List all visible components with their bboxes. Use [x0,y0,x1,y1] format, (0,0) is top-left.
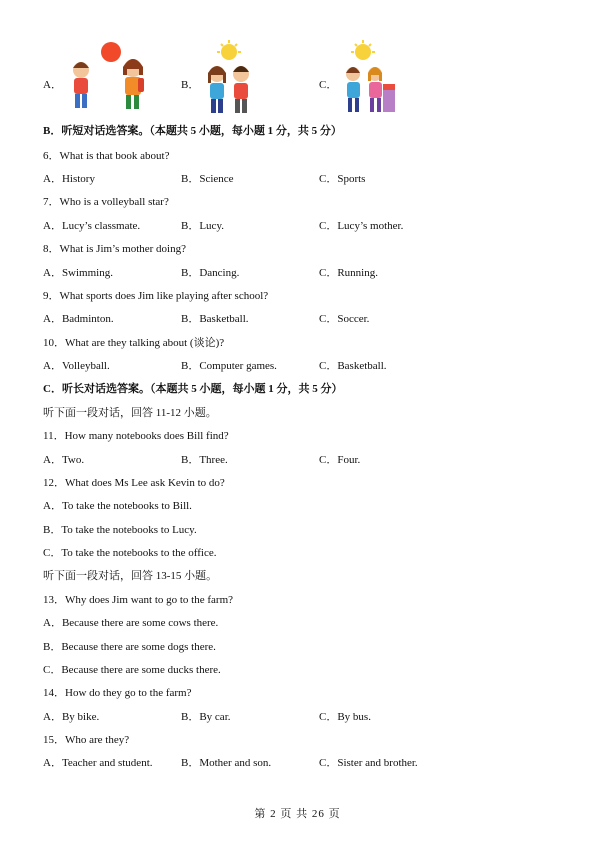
options-14 [43,710,563,724]
two-children-with-sun-icon [199,40,259,118]
option-a: A．Lucy’s classmate. [43,220,141,232]
option-c-label: C． [319,79,338,91]
option-a: A．By bike. [43,711,100,723]
question-14: 14．How do they go to the farm? [43,687,192,699]
option-c: C．Four. [319,454,361,466]
question-7: 7．Who is a volleyball star? [43,196,169,208]
children-shopping-with-sun-icon [337,40,397,118]
options-10 [43,359,563,373]
question-6: 6．What is that book about? [43,150,170,162]
option-b: B．Lucy. [181,220,224,232]
question-12: 12．What does Ms Lee ask Kevin to do? [43,477,225,489]
instruction-11-12: 听下面一段对话，回答 11-12 小题。 [43,407,217,419]
picture-options-row [43,40,563,120]
question-9: 9．What sports does Jim like playing after school? [43,290,269,302]
page-number-footer: 第 2 页 共 26 页 [254,808,341,820]
option-13-c: C．Because there are some ducks there. [43,664,221,676]
option-c: C．Basketball. [319,360,387,372]
instruction-13-15: 听下面一段对话，回答 13-15 小题。 [43,570,218,582]
option-b: B．Science [181,173,234,185]
options-7 [43,219,563,233]
options-6 [43,172,563,186]
option-c: C．By bus. [319,711,371,723]
option-c: C．Sports [319,173,366,185]
two-children-with-sun-icon [61,40,151,115]
options-8 [43,266,563,280]
question-8: 8．What is Jim’s mother doing? [43,243,186,255]
option-b-label: B． [181,79,200,91]
option-a: A．Teacher and student. [43,757,153,769]
option-b: B．By car. [181,711,231,723]
option-a: A．History [43,173,95,185]
option-12-c: C．To take the notebooks to the office. [43,547,217,559]
section-c-title: C．听长对话选答案。（本题共 5 小题，每小题 1 分，共 5 分） [43,383,343,395]
section-b-title: B．听短对话选答案。（本题共 5 小题，每小题 1 分，共 5 分） [43,125,342,137]
option-b: B．Dancing. [181,267,240,279]
option-c: C．Lucy’s mother. [319,220,404,232]
question-13: 13．Why does Jim want to go to the farm? [43,594,234,606]
question-11: 11．How many notebooks does Bill find? [43,430,229,442]
option-a: A．Badminton. [43,313,114,325]
option-c: C．Sister and brother. [319,757,418,769]
option-c: C．Soccer. [319,313,370,325]
question-10: 10．What are they talking about (谈论)? [43,337,225,349]
options-15 [43,756,563,770]
option-b: B．Three. [181,454,228,466]
option-b: B．Basketball. [181,313,249,325]
option-a: A．Volleyball. [43,360,110,372]
question-15: 15．Who are they? [43,734,130,746]
option-b: B．Computer games. [181,360,277,372]
options-9 [43,312,563,326]
option-a: A．Two. [43,454,85,466]
options-11 [43,453,563,467]
option-12-a: A．To take the notebooks to Bill. [43,500,192,512]
option-13-b: B．Because there are some dogs there. [43,641,216,653]
option-c: C．Running. [319,267,378,279]
option-13-a: A．Because there are some cows there. [43,617,219,629]
option-12-b: B．To take the notebooks to Lucy. [43,524,197,536]
option-a: A．Swimming. [43,267,113,279]
option-a-label: A． [43,79,62,91]
option-b: B．Mother and son. [181,757,272,769]
